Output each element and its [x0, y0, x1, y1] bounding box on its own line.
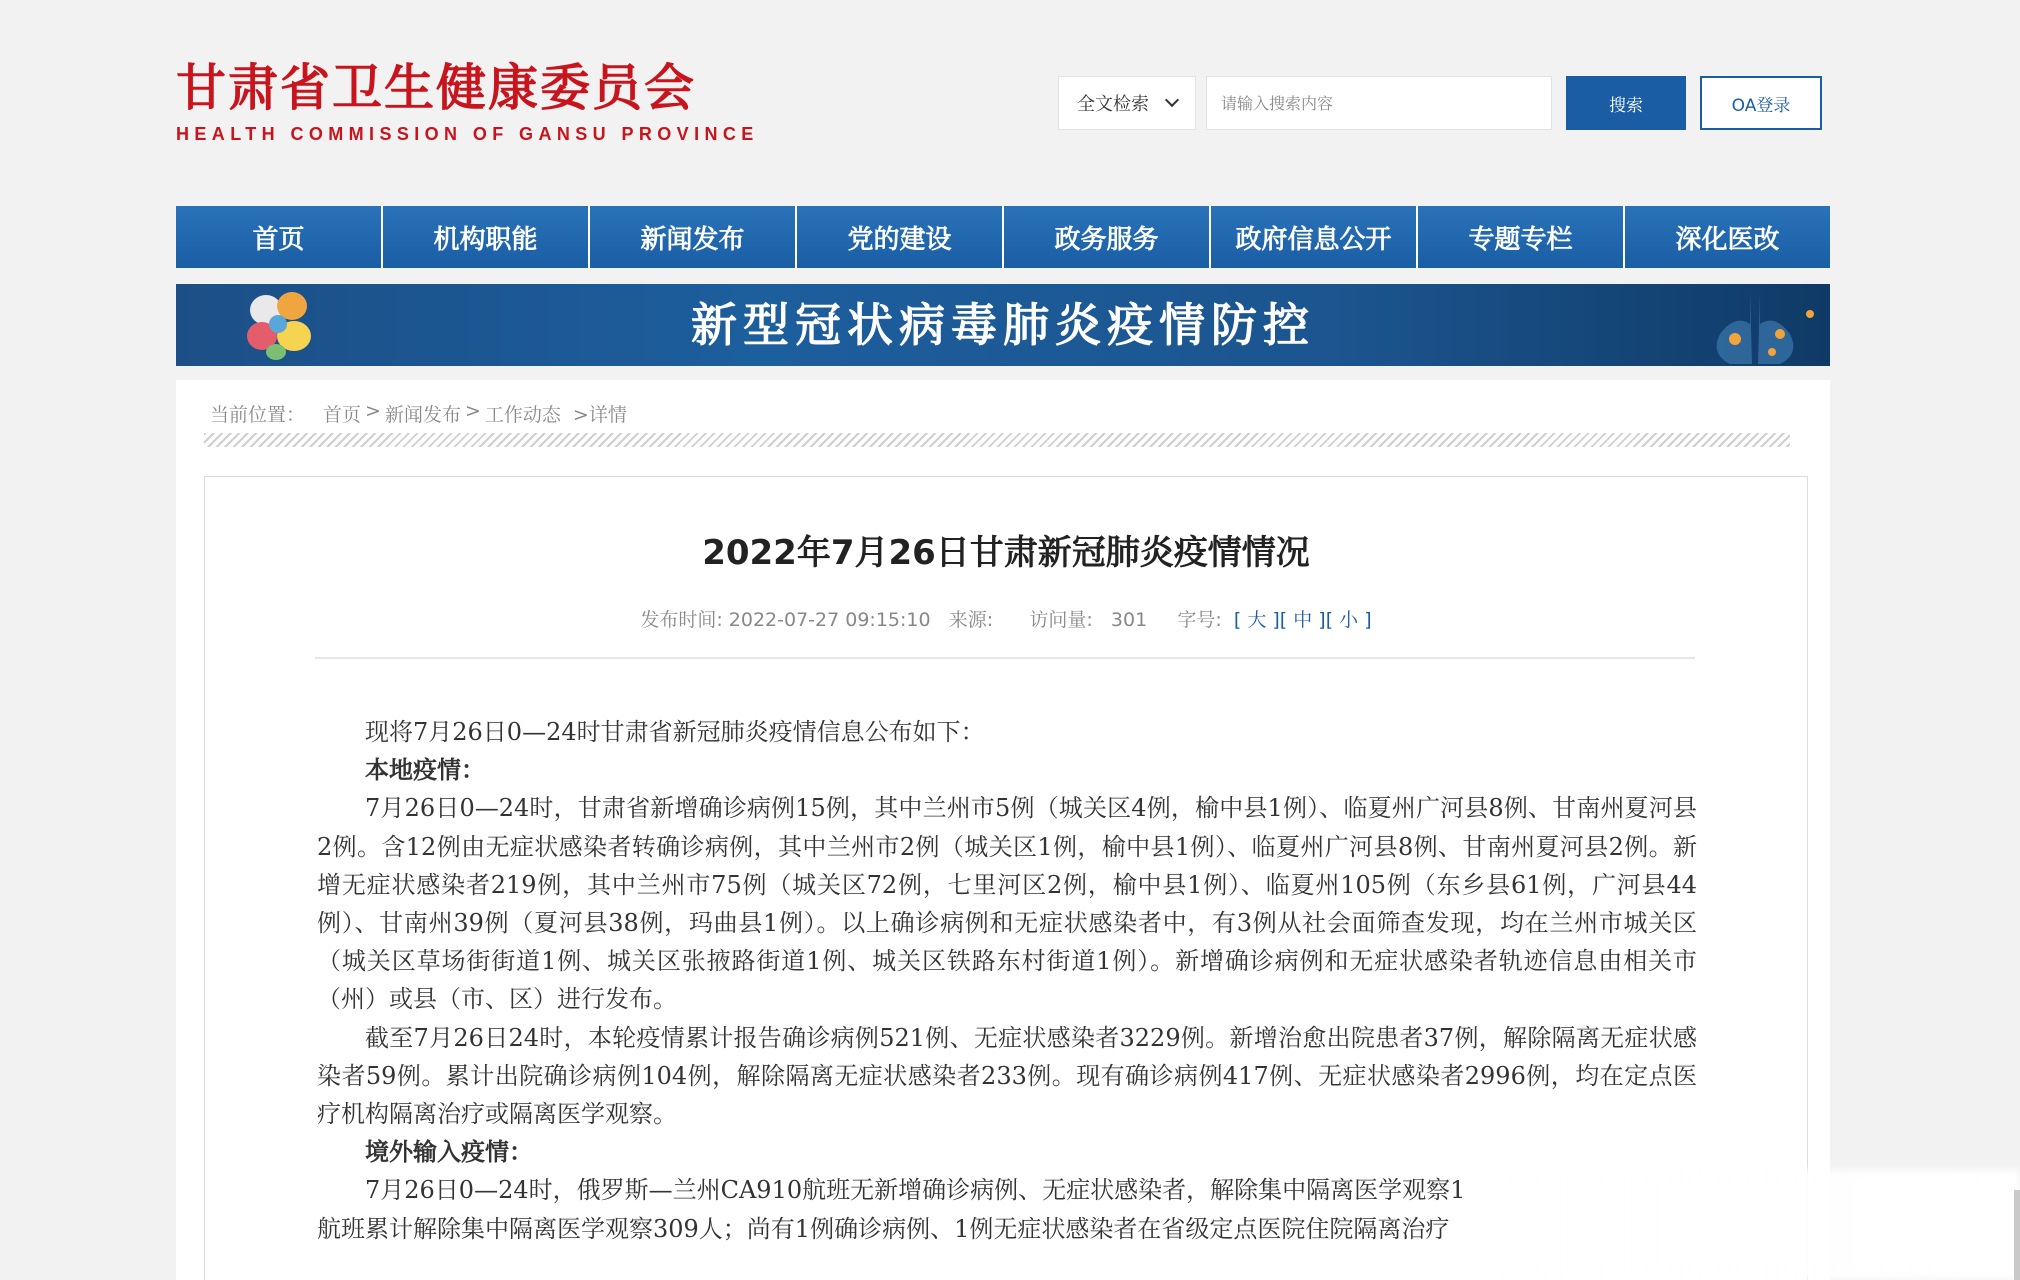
site-logo-en: HEALTH COMMISSION OF GANSU PROVINCE [176, 124, 759, 144]
article-body [317, 713, 1697, 1248]
breadcrumb [210, 400, 627, 427]
font-size-large[interactable]: 大 [1247, 609, 1267, 631]
section-heading-local: 本地疫情： [365, 755, 485, 785]
font-size-small[interactable]: 小 [1339, 609, 1359, 631]
meta-divider [315, 657, 1695, 659]
views-count: 301 [1110, 609, 1148, 631]
covid-banner[interactable] [176, 284, 1830, 366]
publish-label: 发布时间: [640, 609, 723, 631]
nav-item-reform[interactable]: 深化医改 [1625, 206, 1830, 268]
section-heading-imported: 境外输入疫情： [365, 1137, 533, 1167]
main-nav [176, 206, 1830, 268]
breadcrumb-sep: > [464, 400, 481, 422]
article-paragraph: 截至7月26日24时，本轮疫情累计报告确诊病例521例、无症状感染者3229例。新增治愈出院患者37例，解除隔离无症状感染者59例。累计出院确诊病例104例，解除隔离无症状感染者233例。现有确诊病例417例、无症状感染者2996例，均在定点医疗机构隔离治疗或隔离医学观察。 [317, 1023, 1697, 1129]
font-size-medium[interactable]: 中 [1293, 609, 1313, 631]
breadcrumb-label: 当前位置： [210, 404, 306, 426]
blurred-overlay [1500, 1170, 2020, 1280]
font-size-label: 字号: [1177, 609, 1222, 631]
publish-time: 2022-07-27 09:15:10 [728, 609, 931, 631]
hatched-divider [204, 433, 1790, 447]
search-input[interactable] [1206, 76, 1552, 130]
article-paragraph: 7月26日0—24时，俄罗斯—兰州CA910航班无新增确诊病例、无症状感染者，解除集中隔离医学观察1 [365, 1176, 1466, 1205]
article-paragraph: 现将7月26日0—24时甘肃省新冠肺炎疫情信息公布如下： [365, 718, 985, 746]
nav-item-services[interactable]: 政务服务 [1004, 206, 1209, 268]
nav-item-party[interactable]: 党的建设 [797, 206, 1002, 268]
search-bar [1058, 76, 1822, 130]
nav-item-functions[interactable]: 机构职能 [383, 206, 588, 268]
chevron-down-icon [1165, 93, 1179, 107]
article-paragraph: 航班累计解除集中隔离医学观察309人；尚有1例确诊病例、1例无症状感染者在省级定点医院住院隔离治疗 [317, 1214, 1450, 1243]
nav-item-topics[interactable]: 专题专栏 [1418, 206, 1623, 268]
nav-item-disclosure[interactable]: 政府信息公开 [1211, 206, 1416, 268]
article-panel [204, 476, 1808, 1280]
breadcrumb-work[interactable]: 工作动态 [484, 404, 561, 426]
nav-item-home[interactable]: 首页 [176, 206, 381, 268]
breadcrumb-detail: >详情 [572, 404, 627, 426]
oa-login-button[interactable]: OA登录 [1700, 76, 1822, 130]
lung-icon [1680, 284, 1830, 366]
site-logo-cn[interactable]: 甘肃省卫生健康委员会 [176, 59, 696, 117]
search-button[interactable]: 搜索 [1566, 76, 1686, 130]
banner-title: 新型冠状病毒肺炎疫情防控 [691, 298, 1315, 352]
views-label: 访问量: [1029, 609, 1093, 631]
nav-item-news[interactable]: 新闻发布 [590, 206, 795, 268]
search-scope-select[interactable] [1058, 76, 1196, 130]
source-label: 来源: [948, 609, 994, 631]
site-header [176, 58, 759, 145]
scrollbar[interactable] [2014, 1190, 2020, 1280]
search-scope-label: 全文检索 [1077, 94, 1149, 115]
article-meta: 发布时间: 2022-07-27 09:15:10 来源: 访问量: 301 字号: [ 大 ][ 中 ][ 小 ] [640, 609, 1372, 631]
article-title: 2022年7月26日甘肃新冠肺炎疫情情况 [702, 533, 1310, 573]
breadcrumb-sep: > [365, 400, 381, 422]
article-paragraph: 7月26日0—24时，甘肃省新增确诊病例15例，其中兰州市5例（城关区4例，榆中县1例）、临夏州广河县8例、甘南州夏河县2例。含12例由无症状感染者转确诊病例，其中兰州市2例（城关区1例，榆中县1例）、临夏州广河县8例、甘南州夏河县2例。新增无症状感染者219例，其中兰州市75例（城关区72例，七里河区2例，榆中县1例）、临夏州105例（东乡县61例，广河县44例）、甘南州39例（夏河县38例，玛曲县1例）。以上确诊病例和无症状感染者中，有3例从社会面筛查发现，均在兰州市城关区（城关区草场街街道1例、城关区张掖路街道1例、城关区铁路东村街道1例）。新增确诊病例和无症状感染者轨迹信息由相关市（州）或县（市、区）进行发布。 [317, 794, 1697, 1014]
breadcrumb-news[interactable]: 新闻发布 [384, 404, 461, 426]
breadcrumb-home[interactable]: 首页 [323, 404, 362, 426]
